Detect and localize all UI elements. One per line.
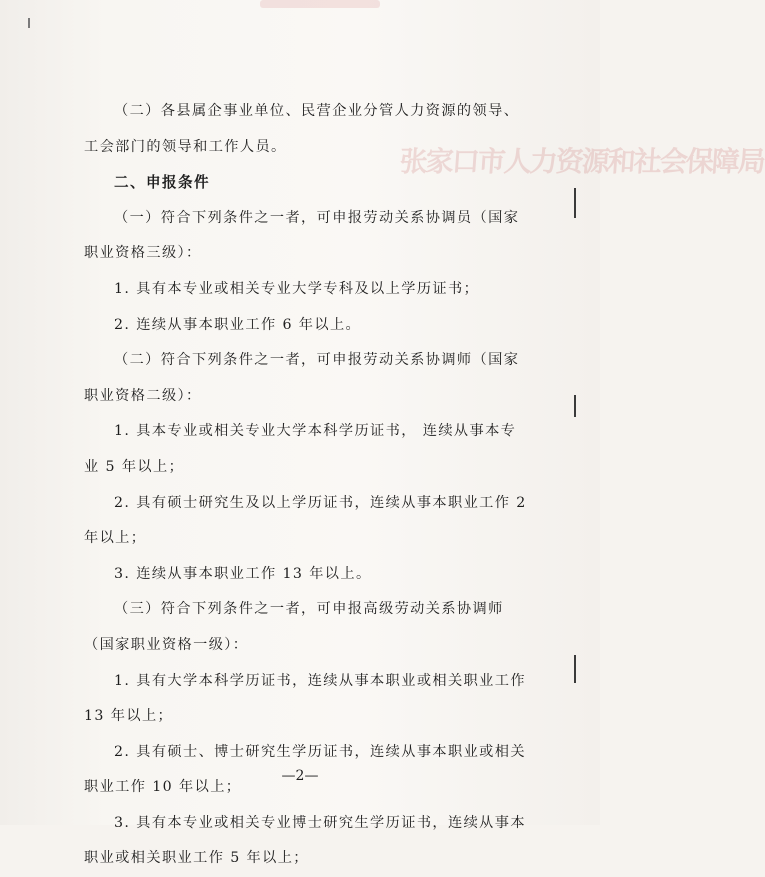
list-item: 2. 连续从事本职业工作 6 年以上。 xyxy=(114,316,362,333)
binding-mark xyxy=(574,188,576,218)
list-item: 3. 具有本专业或相关专业博士研究生学历证书，连续从事本职业或相关职业工作 5 年以上； xyxy=(84,814,526,867)
paragraph: （一）符合下列条件之一者，可申报劳动关系协调员（国家职业资格三级）： xyxy=(84,209,520,262)
binding-mark xyxy=(574,395,576,417)
paragraph: （二）符合下列条件之一者，可申报劳动关系协调师（国家职业资格二级）： xyxy=(84,352,520,404)
show-through-letterhead: 张家口市人力资源和社会保障局 xyxy=(398,145,765,178)
list-item: 1. 具有本专业或相关专业大学专科及以上学历证书； xyxy=(114,280,480,297)
scan-mark xyxy=(28,18,30,28)
list-item: 2. 具有硕士、博士研究生学历证书，连续从事本职业或相关职业工作 10 年以上； xyxy=(84,743,526,796)
list-item: 2. 具有硕士研究生及以上学历证书，连续从事本职业工作 2 年以上； xyxy=(84,494,527,547)
binding-mark xyxy=(574,655,576,683)
page-number: —2— xyxy=(281,768,319,784)
section-heading: 二、申报条件 xyxy=(114,174,210,192)
body-text xyxy=(84,94,530,877)
red-ink-smudge xyxy=(260,0,380,8)
paragraph: （二）各县属企事业单位、民营企业分管人力资源的领导、工会部门的领导和工作人员。 xyxy=(84,103,520,155)
paragraph: （三）符合下列条件之一者，可申报高级劳动关系协调师（国家职业资格一级）： xyxy=(84,601,504,653)
list-item: 1. 具本专业或相关专业大学本科学历证书， 连续从事本专业 5 年以上； xyxy=(84,423,517,475)
list-item: 3. 连续从事本职业工作 13 年以上。 xyxy=(114,565,372,582)
list-item: 1. 具有大学本科学历证书，连续从事本职业或相关职业工作 13 年以上； xyxy=(84,672,526,725)
